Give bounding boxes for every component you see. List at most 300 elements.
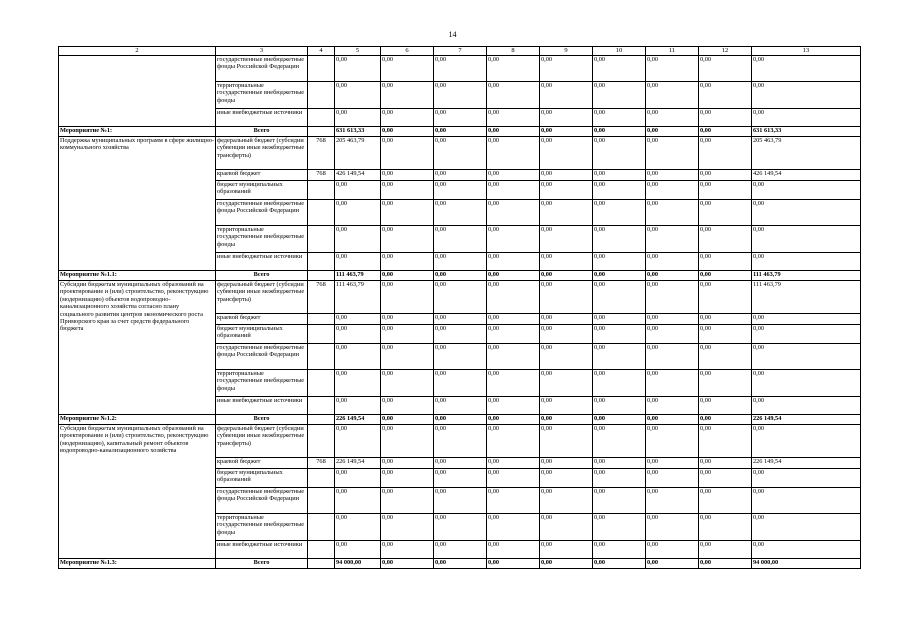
amount-cell: 0,00 bbox=[646, 137, 699, 170]
amount-cell: 0,00 bbox=[699, 415, 752, 425]
budget-code bbox=[308, 541, 335, 559]
budget-code bbox=[308, 397, 335, 415]
amount-cell: 0,00 bbox=[335, 469, 381, 488]
amount-cell: 0,00 bbox=[335, 109, 381, 127]
amount-cell: 94 000,00 bbox=[752, 559, 861, 569]
amount-cell: 0,00 bbox=[593, 344, 646, 370]
amount-cell: 0,00 bbox=[335, 425, 381, 458]
event-total-row bbox=[59, 559, 861, 569]
amount-cell: 0,00 bbox=[699, 488, 752, 514]
budget-code bbox=[308, 56, 335, 82]
amount-cell: 0,00 bbox=[593, 137, 646, 170]
amount-cell: 0,00 bbox=[646, 127, 699, 137]
budget-code bbox=[308, 370, 335, 397]
amount-cell: 0,00 bbox=[699, 314, 752, 325]
event-total-row bbox=[59, 271, 861, 281]
source-row bbox=[59, 137, 861, 170]
amount-cell: 0,00 bbox=[487, 559, 540, 569]
amount-cell: 0,00 bbox=[540, 181, 593, 200]
amount-cell: 0,00 bbox=[646, 200, 699, 226]
amount-cell: 0,00 bbox=[699, 425, 752, 458]
amount-cell: 0,00 bbox=[699, 127, 752, 137]
amount-cell: 0,00 bbox=[593, 425, 646, 458]
total-label: Всего bbox=[216, 415, 308, 425]
amount-cell: 0,00 bbox=[540, 370, 593, 397]
header-cell-11: 11 bbox=[646, 47, 699, 56]
amount-cell: 0,00 bbox=[434, 109, 487, 127]
amount-cell: 0,00 bbox=[487, 181, 540, 200]
amount-cell: 0,00 bbox=[699, 344, 752, 370]
amount-cell: 0,00 bbox=[487, 488, 540, 514]
amount-cell: 0,00 bbox=[487, 226, 540, 253]
amount-cell: 0,00 bbox=[487, 541, 540, 559]
amount-cell: 0,00 bbox=[593, 82, 646, 109]
amount-cell: 111 463,79 bbox=[335, 271, 381, 281]
amount-cell: 0,00 bbox=[335, 488, 381, 514]
amount-cell: 0,00 bbox=[540, 170, 593, 181]
amount-cell: 0,00 bbox=[335, 344, 381, 370]
amount-cell: 0,00 bbox=[487, 137, 540, 170]
amount-cell: 0,00 bbox=[752, 488, 861, 514]
amount-cell: 0,00 bbox=[646, 56, 699, 82]
amount-cell: 0,00 bbox=[540, 109, 593, 127]
amount-cell: 0,00 bbox=[335, 514, 381, 541]
funding-source: краевой бюджет bbox=[216, 458, 308, 469]
budget-code: 768 bbox=[308, 170, 335, 181]
amount-cell: 0,00 bbox=[540, 253, 593, 271]
amount-cell: 0,00 bbox=[434, 181, 487, 200]
amount-cell: 0,00 bbox=[434, 137, 487, 170]
funding-source: федеральный бюджет (субсидии субвенции иные межбюджетные трансферты) bbox=[216, 281, 308, 314]
budget-code bbox=[308, 514, 335, 541]
amount-cell: 0,00 bbox=[752, 397, 861, 415]
funding-source: федеральный бюджет (субсидии субвенции иные межбюджетные трансферты) bbox=[216, 137, 308, 170]
amount-cell: 0,00 bbox=[335, 56, 381, 82]
amount-cell: 0,00 bbox=[699, 56, 752, 82]
amount-cell: 0,00 bbox=[646, 109, 699, 127]
amount-cell: 0,00 bbox=[646, 181, 699, 200]
amount-cell: 0,00 bbox=[593, 127, 646, 137]
amount-cell: 0,00 bbox=[646, 425, 699, 458]
event-title: Мероприятие №1.3: bbox=[59, 559, 216, 569]
amount-cell: 0,00 bbox=[487, 469, 540, 488]
amount-cell: 0,00 bbox=[540, 458, 593, 469]
amount-cell: 111 463,79 bbox=[752, 281, 861, 314]
amount-cell: 0,00 bbox=[593, 253, 646, 271]
amount-cell: 0,00 bbox=[593, 415, 646, 425]
amount-cell: 0,00 bbox=[434, 541, 487, 559]
amount-cell: 0,00 bbox=[335, 370, 381, 397]
amount-cell: 0,00 bbox=[487, 253, 540, 271]
amount-cell: 0,00 bbox=[593, 109, 646, 127]
total-label: Всего bbox=[216, 559, 308, 569]
amount-cell: 226 149,54 bbox=[335, 415, 381, 425]
amount-cell: 111 463,79 bbox=[752, 271, 861, 281]
amount-cell: 0,00 bbox=[752, 226, 861, 253]
amount-cell: 0,00 bbox=[487, 200, 540, 226]
amount-cell: 0,00 bbox=[487, 170, 540, 181]
amount-cell: 0,00 bbox=[752, 469, 861, 488]
event-title: Мероприятие №1.1: bbox=[59, 271, 216, 281]
amount-cell: 0,00 bbox=[752, 370, 861, 397]
amount-cell: 0,00 bbox=[540, 425, 593, 458]
header-cell-5: 5 bbox=[335, 47, 381, 56]
amount-cell: 0,00 bbox=[699, 200, 752, 226]
amount-cell: 0,00 bbox=[646, 226, 699, 253]
amount-cell: 0,00 bbox=[434, 458, 487, 469]
budget-code bbox=[308, 181, 335, 200]
amount-cell: 0,00 bbox=[646, 488, 699, 514]
amount-cell: 0,00 bbox=[752, 56, 861, 82]
amount-cell: 0,00 bbox=[699, 226, 752, 253]
amount-cell: 0,00 bbox=[699, 469, 752, 488]
amount-cell: 0,00 bbox=[540, 314, 593, 325]
amount-cell: 0,00 bbox=[540, 281, 593, 314]
amount-cell: 0,00 bbox=[593, 370, 646, 397]
header-cell-6: 6 bbox=[381, 47, 434, 56]
event-title: Мероприятие №1.2: bbox=[59, 415, 216, 425]
amount-cell: 0,00 bbox=[593, 226, 646, 253]
amount-cell: 0,00 bbox=[540, 469, 593, 488]
amount-cell: 0,00 bbox=[381, 314, 434, 325]
amount-cell: 0,00 bbox=[434, 514, 487, 541]
amount-cell: 0,00 bbox=[540, 325, 593, 344]
amount-cell: 0,00 bbox=[381, 425, 434, 458]
amount-cell: 0,00 bbox=[487, 56, 540, 82]
amount-cell: 0,00 bbox=[540, 514, 593, 541]
budget-code bbox=[308, 488, 335, 514]
amount-cell: 0,00 bbox=[434, 170, 487, 181]
amount-cell: 0,00 bbox=[593, 170, 646, 181]
amount-cell: 0,00 bbox=[434, 56, 487, 82]
event-title: Мероприятие №1: bbox=[59, 127, 216, 137]
amount-cell: 0,00 bbox=[540, 397, 593, 415]
event-description: Субсидии бюджетам муниципальных образований на проектирование и (или) строительство, реконструкцию (модернизацию), капитальный ремонт объектов водопроводно-канализационного хозяйства bbox=[59, 425, 216, 559]
amount-cell: 0,00 bbox=[540, 344, 593, 370]
amount-cell: 226 149,54 bbox=[335, 458, 381, 469]
amount-cell: 0,00 bbox=[593, 325, 646, 344]
funding-source: краевой бюджет bbox=[216, 314, 308, 325]
amount-cell: 0,00 bbox=[752, 181, 861, 200]
amount-cell: 0,00 bbox=[381, 488, 434, 514]
header-cell-7: 7 bbox=[434, 47, 487, 56]
event-total-row bbox=[59, 127, 861, 137]
amount-cell: 0,00 bbox=[381, 181, 434, 200]
amount-cell: 0,00 bbox=[434, 281, 487, 314]
amount-cell: 0,00 bbox=[540, 271, 593, 281]
amount-cell: 0,00 bbox=[335, 397, 381, 415]
amount-cell: 0,00 bbox=[699, 370, 752, 397]
budget-table bbox=[58, 46, 861, 569]
amount-cell: 0,00 bbox=[487, 109, 540, 127]
amount-cell: 0,00 bbox=[699, 181, 752, 200]
amount-cell: 0,00 bbox=[434, 344, 487, 370]
amount-cell: 0,00 bbox=[699, 82, 752, 109]
header-cell-13: 13 bbox=[752, 47, 861, 56]
source-row bbox=[59, 425, 861, 458]
amount-cell: 0,00 bbox=[699, 559, 752, 569]
amount-cell: 0,00 bbox=[752, 541, 861, 559]
amount-cell: 0,00 bbox=[752, 82, 861, 109]
funding-source: государственные внебюджетные фонды Российской Федерации bbox=[216, 56, 308, 82]
amount-cell: 0,00 bbox=[646, 541, 699, 559]
source-row bbox=[59, 281, 861, 314]
amount-cell: 0,00 bbox=[381, 253, 434, 271]
amount-cell: 0,00 bbox=[646, 325, 699, 344]
funding-source: государственные внебюджетные фонды Российской Федерации bbox=[216, 344, 308, 370]
amount-cell: 0,00 bbox=[699, 253, 752, 271]
amount-cell: 0,00 bbox=[381, 397, 434, 415]
amount-cell: 0,00 bbox=[487, 314, 540, 325]
amount-cell: 0,00 bbox=[434, 370, 487, 397]
budget-code bbox=[308, 253, 335, 271]
funding-source: иные внебюджетные источники bbox=[216, 397, 308, 415]
amount-cell: 0,00 bbox=[646, 559, 699, 569]
amount-cell: 0,00 bbox=[487, 281, 540, 314]
budget-code bbox=[308, 226, 335, 253]
amount-cell: 0,00 bbox=[434, 559, 487, 569]
amount-cell: 0,00 bbox=[434, 314, 487, 325]
header-cell-8: 8 bbox=[487, 47, 540, 56]
amount-cell: 0,00 bbox=[593, 541, 646, 559]
amount-cell: 0,00 bbox=[434, 488, 487, 514]
amount-cell: 0,00 bbox=[752, 253, 861, 271]
amount-cell: 0,00 bbox=[646, 344, 699, 370]
amount-cell: 0,00 bbox=[381, 82, 434, 109]
amount-cell: 0,00 bbox=[699, 541, 752, 559]
event-description-cell bbox=[59, 56, 216, 127]
budget-code bbox=[308, 469, 335, 488]
header-cell-9: 9 bbox=[540, 47, 593, 56]
amount-cell: 0,00 bbox=[487, 397, 540, 415]
budget-code bbox=[308, 344, 335, 370]
amount-cell: 426 149,54 bbox=[335, 170, 381, 181]
amount-cell: 0,00 bbox=[540, 488, 593, 514]
amount-cell: 0,00 bbox=[646, 281, 699, 314]
amount-cell: 0,00 bbox=[381, 541, 434, 559]
amount-cell: 0,00 bbox=[434, 415, 487, 425]
header-cell-12: 12 bbox=[699, 47, 752, 56]
funding-source: государственные внебюджетные фонды Российской Федерации bbox=[216, 488, 308, 514]
amount-cell: 0,00 bbox=[699, 325, 752, 344]
event-total-row bbox=[59, 415, 861, 425]
amount-cell: 0,00 bbox=[540, 541, 593, 559]
amount-cell: 0,00 bbox=[699, 109, 752, 127]
amount-cell: 0,00 bbox=[434, 82, 487, 109]
amount-cell: 0,00 bbox=[646, 253, 699, 271]
amount-cell: 0,00 bbox=[752, 314, 861, 325]
funding-source: иные внебюджетные источники bbox=[216, 109, 308, 127]
amount-cell: 0,00 bbox=[487, 325, 540, 344]
total-label: Всего bbox=[216, 271, 308, 281]
funding-source: территориальные государственные внебюджетные фонды bbox=[216, 226, 308, 253]
amount-cell: 0,00 bbox=[381, 127, 434, 137]
amount-cell: 631 613,33 bbox=[335, 127, 381, 137]
amount-cell: 0,00 bbox=[487, 425, 540, 458]
amount-cell: 0,00 bbox=[540, 559, 593, 569]
budget-code bbox=[308, 325, 335, 344]
budget-code bbox=[308, 109, 335, 127]
amount-cell: 0,00 bbox=[381, 271, 434, 281]
amount-cell: 0,00 bbox=[752, 425, 861, 458]
amount-cell: 0,00 bbox=[699, 271, 752, 281]
amount-cell: 0,00 bbox=[487, 370, 540, 397]
amount-cell: 0,00 bbox=[381, 415, 434, 425]
amount-cell: 0,00 bbox=[593, 56, 646, 82]
funding-source: территориальные государственные внебюджетные фонды bbox=[216, 370, 308, 397]
amount-cell: 111 463,79 bbox=[335, 281, 381, 314]
amount-cell: 0,00 bbox=[593, 397, 646, 415]
amount-cell: 0,00 bbox=[646, 314, 699, 325]
amount-cell: 226 149,54 bbox=[752, 415, 861, 425]
budget-code bbox=[308, 425, 335, 458]
amount-cell: 205 463,79 bbox=[335, 137, 381, 170]
amount-cell: 0,00 bbox=[593, 469, 646, 488]
amount-cell: 0,00 bbox=[381, 370, 434, 397]
amount-cell: 0,00 bbox=[540, 82, 593, 109]
amount-cell: 226 149,54 bbox=[752, 458, 861, 469]
amount-cell: 0,00 bbox=[752, 514, 861, 541]
amount-cell: 0,00 bbox=[381, 559, 434, 569]
event-description: Субсидии бюджетам муниципальных образований на проектирование и (или) строительство, реконструкцию (модернизацию) объектов водопроводно-канализационного хозяйства согласно плану социального развития центров экономического роста Приморского края за счет средств федерального бюджета bbox=[59, 281, 216, 415]
amount-cell: 0,00 bbox=[752, 109, 861, 127]
amount-cell: 0,00 bbox=[381, 170, 434, 181]
amount-cell: 0,00 bbox=[335, 82, 381, 109]
event-description: Поддержка муниципальных программ в сфере жилищно-коммунального хозяйства bbox=[59, 137, 216, 271]
amount-cell: 0,00 bbox=[646, 271, 699, 281]
amount-cell: 0,00 bbox=[699, 170, 752, 181]
amount-cell: 0,00 bbox=[752, 200, 861, 226]
amount-cell: 0,00 bbox=[646, 170, 699, 181]
funding-source: иные внебюджетные источники bbox=[216, 541, 308, 559]
amount-cell: 0,00 bbox=[381, 226, 434, 253]
amount-cell: 0,00 bbox=[381, 469, 434, 488]
amount-cell: 0,00 bbox=[487, 271, 540, 281]
amount-cell: 0,00 bbox=[335, 200, 381, 226]
amount-cell: 0,00 bbox=[540, 226, 593, 253]
amount-cell: 0,00 bbox=[487, 127, 540, 137]
amount-cell: 205 463,79 bbox=[752, 137, 861, 170]
funding-source: государственные внебюджетные фонды Российской Федерации bbox=[216, 200, 308, 226]
amount-cell: 0,00 bbox=[434, 226, 487, 253]
budget-code bbox=[308, 82, 335, 109]
amount-cell: 0,00 bbox=[593, 200, 646, 226]
amount-cell: 0,00 bbox=[434, 397, 487, 415]
amount-cell: 0,00 bbox=[752, 344, 861, 370]
funding-source: бюджет муниципальных образований bbox=[216, 469, 308, 488]
amount-cell: 0,00 bbox=[381, 281, 434, 314]
amount-cell: 0,00 bbox=[381, 137, 434, 170]
amount-cell: 0,00 bbox=[699, 458, 752, 469]
amount-cell: 0,00 bbox=[434, 469, 487, 488]
budget-code bbox=[308, 200, 335, 226]
funding-source: бюджет муниципальных образований bbox=[216, 181, 308, 200]
budget-code bbox=[308, 559, 335, 569]
header-cell-2: 2 bbox=[59, 47, 216, 56]
amount-cell: 0,00 bbox=[752, 325, 861, 344]
amount-cell: 0,00 bbox=[335, 325, 381, 344]
header-cell-3: 3 bbox=[216, 47, 308, 56]
amount-cell: 0,00 bbox=[593, 559, 646, 569]
funding-source: иные внебюджетные источники bbox=[216, 253, 308, 271]
amount-cell: 0,00 bbox=[381, 325, 434, 344]
amount-cell: 0,00 bbox=[335, 181, 381, 200]
amount-cell: 0,00 bbox=[335, 253, 381, 271]
amount-cell: 0,00 bbox=[540, 200, 593, 226]
amount-cell: 0,00 bbox=[646, 370, 699, 397]
amount-cell: 0,00 bbox=[540, 415, 593, 425]
funding-source: краевой бюджет bbox=[216, 170, 308, 181]
budget-code: 768 bbox=[308, 281, 335, 314]
amount-cell: 0,00 bbox=[487, 344, 540, 370]
amount-cell: 0,00 bbox=[335, 541, 381, 559]
amount-cell: 0,00 bbox=[699, 514, 752, 541]
amount-cell: 0,00 bbox=[699, 137, 752, 170]
funding-source: бюджет муниципальных образований bbox=[216, 325, 308, 344]
budget-code: 768 bbox=[308, 458, 335, 469]
amount-cell: 0,00 bbox=[593, 488, 646, 514]
amount-cell: 0,00 bbox=[381, 344, 434, 370]
amount-cell: 0,00 bbox=[593, 314, 646, 325]
amount-cell: 0,00 bbox=[434, 271, 487, 281]
amount-cell: 0,00 bbox=[699, 281, 752, 314]
amount-cell: 0,00 bbox=[335, 314, 381, 325]
amount-cell: 0,00 bbox=[540, 56, 593, 82]
amount-cell: 0,00 bbox=[646, 82, 699, 109]
amount-cell: 0,00 bbox=[646, 397, 699, 415]
funding-source: территориальные государственные внебюджетные фонды bbox=[216, 514, 308, 541]
amount-cell: 0,00 bbox=[381, 200, 434, 226]
header-cell-4: 4 bbox=[308, 47, 335, 56]
budget-code bbox=[308, 415, 335, 425]
total-label: Всего bbox=[216, 127, 308, 137]
amount-cell: 0,00 bbox=[646, 514, 699, 541]
amount-cell: 0,00 bbox=[540, 137, 593, 170]
header-row bbox=[59, 47, 861, 56]
funding-source: федеральный бюджет (субсидии субвенции иные межбюджетные трансферты) bbox=[216, 425, 308, 458]
budget-code bbox=[308, 314, 335, 325]
amount-cell: 0,00 bbox=[487, 415, 540, 425]
amount-cell: 426 149,54 bbox=[752, 170, 861, 181]
amount-cell: 0,00 bbox=[699, 397, 752, 415]
amount-cell: 0,00 bbox=[381, 109, 434, 127]
amount-cell: 0,00 bbox=[434, 127, 487, 137]
amount-cell: 0,00 bbox=[434, 200, 487, 226]
amount-cell: 0,00 bbox=[381, 458, 434, 469]
amount-cell: 94 000,00 bbox=[335, 559, 381, 569]
amount-cell: 0,00 bbox=[487, 458, 540, 469]
budget-code bbox=[308, 271, 335, 281]
amount-cell: 0,00 bbox=[434, 325, 487, 344]
budget-code: 768 bbox=[308, 137, 335, 170]
amount-cell: 0,00 bbox=[593, 271, 646, 281]
amount-cell: 0,00 bbox=[540, 127, 593, 137]
source-row bbox=[59, 56, 861, 82]
amount-cell: 0,00 bbox=[593, 514, 646, 541]
amount-cell: 0,00 bbox=[646, 469, 699, 488]
budget-code bbox=[308, 127, 335, 137]
amount-cell: 0,00 bbox=[487, 82, 540, 109]
amount-cell: 0,00 bbox=[593, 181, 646, 200]
amount-cell: 0,00 bbox=[593, 281, 646, 314]
amount-cell: 0,00 bbox=[335, 226, 381, 253]
amount-cell: 0,00 bbox=[487, 514, 540, 541]
amount-cell: 0,00 bbox=[646, 415, 699, 425]
page-number: 14 bbox=[448, 30, 457, 39]
amount-cell: 0,00 bbox=[381, 56, 434, 82]
header-cell-10: 10 bbox=[593, 47, 646, 56]
amount-cell: 0,00 bbox=[593, 458, 646, 469]
